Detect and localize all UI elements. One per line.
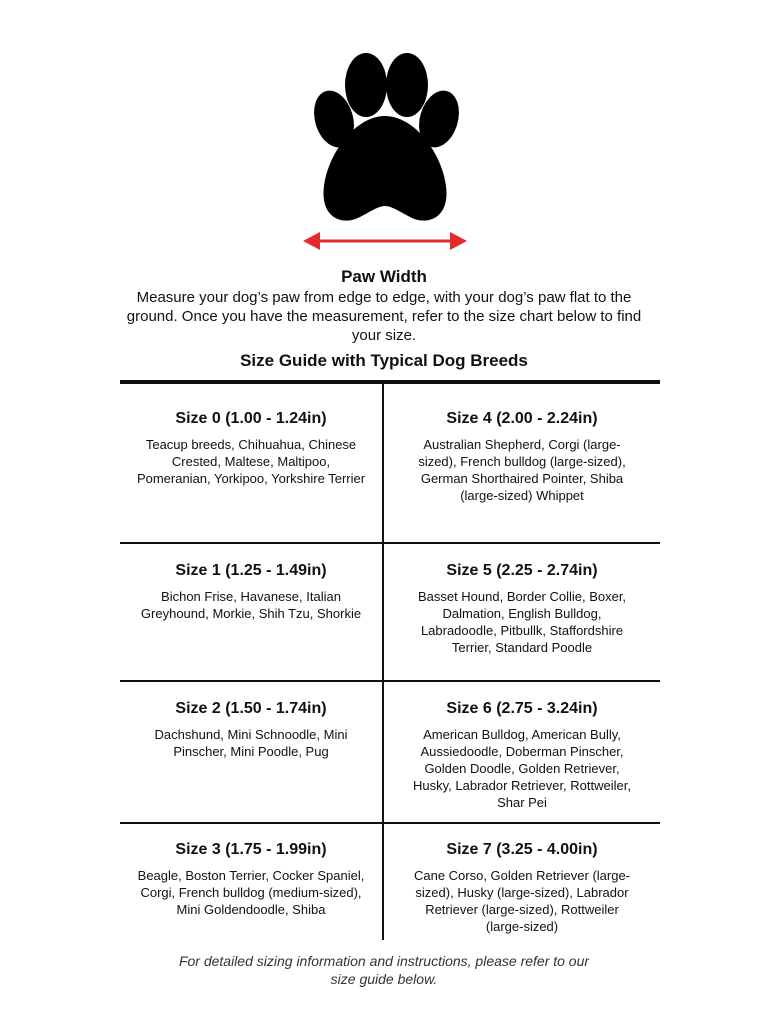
size-title: Size 7 (3.25 - 4.00in) [446,841,598,858]
paw-width-title: Paw Width [341,267,427,286]
size-title: Size 0 (1.00 - 1.24in) [175,410,327,427]
paw-illustration [300,46,470,256]
size-cell-5 [384,561,660,656]
size-guide-footnote [0,952,768,988]
double-headed-arrow-icon [303,232,467,250]
breed-list: Basset Hound, Border Collie, Boxer, Dalmation, English Bulldog, Labradoodle, Pitbullk, Staffordshire Terrier, Standard Poodle [417,589,627,655]
paw-print-icon [300,46,470,256]
row-divider [120,542,660,544]
breed-list: Australian Shepherd, Corgi (large-sized), French bulldog (large-sized), German Shorthaired Pointer, Shiba (large-sized) Whippet [418,437,626,503]
measurement-instructions: Measure your dog’s paw from edge to edge, with your dog’s paw flat to the ground. Once you have the measurement, refer to the size chart below to find your size. [126,289,642,344]
size-cell-2 [120,699,382,760]
size-cell-3 [120,840,382,918]
footnote-line: size guide below. [330,971,438,987]
breed-list: Beagle, Boston Terrier, Cocker Spaniel, Corgi, French bulldog (medium-sized), Mini Goldendoodle, Shiba [137,868,365,917]
breed-list: American Bulldog, American Bully, Aussiedoodle, Doberman Pinscher, Golden Doodle, Golden Retriever, Husky, Labrador Retriever, Rottweiler, Shar Pei [413,727,631,810]
footnote-line: For detailed sizing information and instructions, please refer to our [178,953,590,969]
size-cell-1 [120,561,382,622]
size-title: Size 4 (2.00 - 2.24in) [446,410,598,427]
size-cell-6 [384,699,660,811]
size-guide-table [120,380,660,944]
breed-list: Bichon Frise, Havanese, Italian Greyhound, Morkie, Shih Tzu, Shorkie [140,589,362,621]
breed-list: Teacup breeds, Chihuahua, Chinese Crested, Maltese, Maltipoo, Pomeranian, Yorkipoo, Yorkshire Terrier [136,437,366,486]
size-title: Size 5 (2.25 - 2.74in) [446,562,598,579]
size-cell-7 [384,840,660,935]
size-title: Size 6 (2.75 - 3.24in) [446,700,598,717]
row-divider [120,822,660,824]
size-title: Size 3 (1.75 - 1.99in) [175,841,327,858]
row-divider [120,680,660,682]
breed-list: Cane Corso, Golden Retriever (large-sized), Husky (large-sized), Labrador Retriever (large-sized), Rottweiler (large-sized) [413,868,631,934]
size-title: Size 1 (1.25 - 1.49in) [175,562,327,579]
size-guide-title: Size Guide with Typical Dog Breeds [240,351,528,370]
paw-width-instructions [0,266,768,372]
size-cell-4 [384,409,660,504]
size-cell-0 [120,409,382,487]
size-title: Size 2 (1.50 - 1.74in) [175,700,327,717]
breed-list: Dachshund, Mini Schnoodle, Mini Pinscher, Mini Poodle, Pug [154,727,348,759]
